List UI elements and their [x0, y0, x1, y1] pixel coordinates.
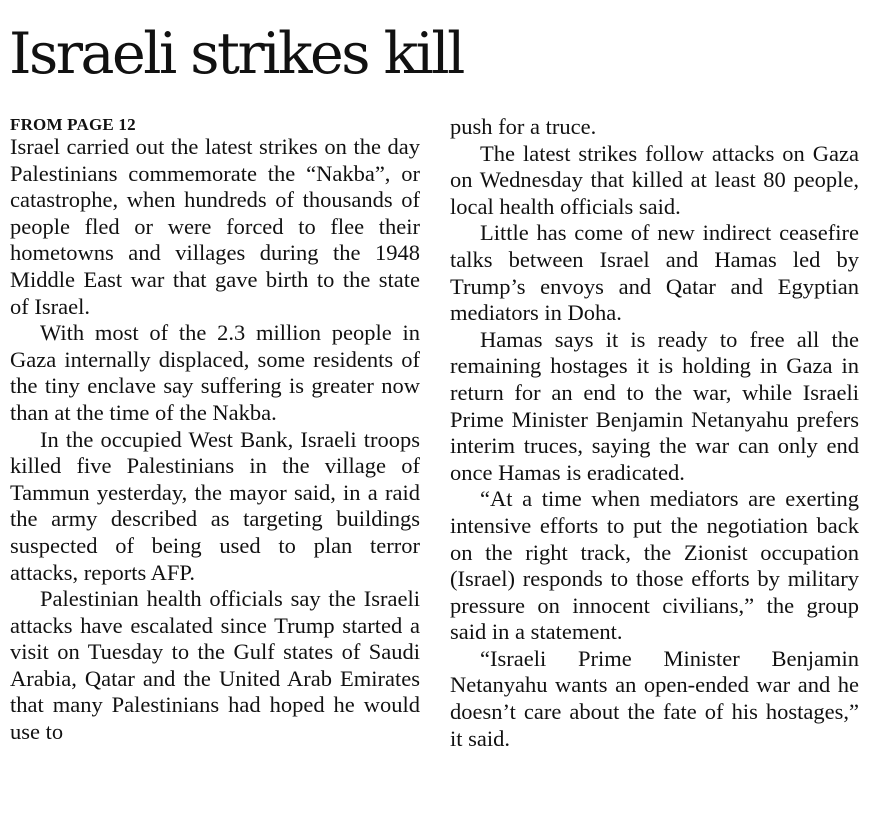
article-column-left [10, 116, 420, 746]
article-paragraph: In the occupied West Bank, Israeli troops killed five Palestinians in the village of Tammun yesterday, the mayor said, in a raid the army described as targeting buildings suspected of being used to plan terror attacks, reports AFP. [10, 426, 420, 585]
article-paragraph-continued: push for a truce. [450, 114, 597, 139]
headline: Israeli strikes kill [9, 21, 463, 87]
article-paragraph: “Israeli Prime Minister Benjamin Netanyahu wants an open-ended war and he doesn’t care about the fate of his hostages,” it said. [450, 645, 859, 751]
continuation-kicker: FROM PAGE 12 [10, 115, 136, 134]
article-paragraph: The latest strikes follow attacks on Gaza on Wednesday that killed at least 80 people, local health officials said. [450, 140, 859, 219]
article-paragraph: Israel carried out the latest strikes on the day Palestinians commemorate the “Nakba”, or catastrophe, when hundreds of thousands of people fled or were forced to flee their hometowns and villages during the 1948 Middle East war that gave birth to the state of Israel. [10, 134, 420, 319]
article-paragraph: Palestinian health officials say the Israeli attacks have escalated since Trump started a visit on Tuesday to the Gulf states of Saudi Arabia, Qatar and the United Arab Emirates that many Palestinians had hoped he would use to [10, 586, 420, 745]
article-paragraph: Hamas says it is ready to free all the remaining hostages it is holding in Gaza in return for an end to the war, while Israeli Prime Minister Benjamin Netanyahu prefers interim truces, saying the war can only end once Hamas is eradicated. [450, 326, 859, 485]
article-paragraph: “At a time when mediators are exerting intensive efforts to put the negotiation back on the right track, the Zionist occupation (Israel) responds to those efforts by military pressure on innocent civilians,” the group said in a statement. [450, 486, 859, 645]
article-column-right [450, 114, 859, 752]
article-paragraph: With most of the 2.3 million people in Gaza internally displaced, some residents of the tiny enclave say suffering is greater now than at the time of the Nakba. [10, 320, 420, 425]
article-paragraph: Little has come of new indirect ceasefire talks between Israel and Hamas led by Trump’s envoys and Qatar and Egyptian mediators in Doha. [450, 220, 859, 326]
